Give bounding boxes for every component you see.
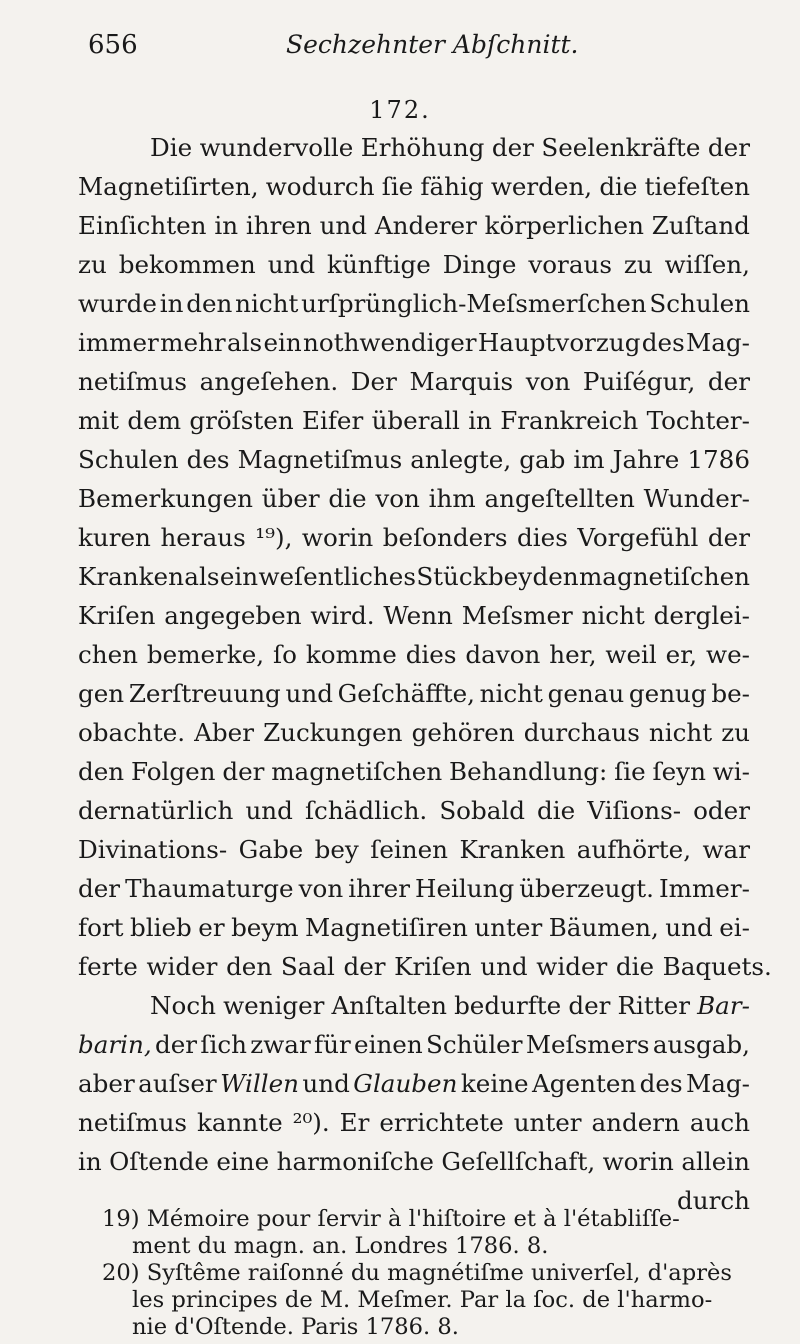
word: wundervolle xyxy=(199,133,354,162)
word: Schulen xyxy=(649,289,750,318)
word: Ritter xyxy=(617,991,690,1020)
word: und xyxy=(665,913,713,942)
word: ihrer xyxy=(348,874,410,903)
word: blieb xyxy=(130,913,192,942)
word: kuren xyxy=(78,523,151,552)
word: der xyxy=(78,874,121,903)
word: gröſsten xyxy=(189,406,294,435)
word: eine xyxy=(216,1147,270,1176)
word: allein xyxy=(681,1147,750,1176)
word: Erhöhung xyxy=(360,133,485,162)
footnote-line: ment du magn. an. Londres 1786. 8. xyxy=(132,1233,549,1259)
word: mit xyxy=(78,406,120,435)
word: ihren xyxy=(245,211,312,240)
word: ei- xyxy=(719,913,750,942)
text-line xyxy=(78,206,750,245)
word: derglei- xyxy=(653,601,750,630)
word: Aber xyxy=(194,718,254,747)
word: ſich xyxy=(200,1030,247,1059)
word: we- xyxy=(706,640,750,669)
word: immer xyxy=(78,328,159,357)
word: anlegte, xyxy=(410,445,512,474)
word: Glauben xyxy=(353,1069,458,1098)
word: dem xyxy=(127,406,182,435)
word: Tochter- xyxy=(646,406,750,435)
word: zwar xyxy=(250,1030,311,1059)
word: Viſions- xyxy=(587,796,682,825)
word: den xyxy=(186,289,233,318)
word: Bäumen, xyxy=(548,913,659,942)
footnote xyxy=(102,1206,752,1260)
word: durchaus xyxy=(523,718,640,747)
word: die xyxy=(328,484,367,513)
word: Heilung xyxy=(415,874,515,903)
running-head: Sechzehnter Abſchnitt. xyxy=(286,30,579,59)
word: Geſchäffte, xyxy=(337,679,475,708)
word: magnetiſchen xyxy=(271,757,443,786)
word: Die xyxy=(150,133,193,162)
text-line xyxy=(78,713,750,752)
word: körperlichen xyxy=(484,211,644,240)
text-line xyxy=(78,1025,750,1064)
word: oder xyxy=(693,796,750,825)
word: er xyxy=(198,913,225,942)
word: Schüler xyxy=(426,1030,523,1059)
body-text xyxy=(78,128,772,1220)
text-line xyxy=(78,284,750,323)
word: worin xyxy=(301,523,374,552)
page-number: 656 xyxy=(88,30,138,60)
word: ferte xyxy=(78,952,138,981)
word: wurde xyxy=(78,289,157,318)
word: er, xyxy=(665,640,698,669)
word: von xyxy=(298,874,344,903)
footnote-line: nie d'Oſtende. Paris 1786. 8. xyxy=(132,1314,459,1340)
word: Kranken xyxy=(459,835,566,864)
word: Wunder- xyxy=(643,484,750,513)
word: Gabe xyxy=(238,835,304,864)
text-line xyxy=(78,1142,750,1181)
word: nicht xyxy=(479,679,543,708)
text-line xyxy=(78,1103,750,1142)
section-number: 172. xyxy=(369,96,431,124)
word: weſentliches xyxy=(258,562,416,591)
word: be- xyxy=(711,679,750,708)
word: überzeugt. xyxy=(519,874,654,903)
word: keine xyxy=(460,1069,529,1098)
word: voraus xyxy=(528,250,612,279)
page-header xyxy=(88,30,760,70)
word: ſeinen xyxy=(370,835,449,864)
word: Kranken xyxy=(78,562,184,591)
word: Puiſégur, xyxy=(582,367,696,396)
word: des xyxy=(641,328,685,357)
word: barin, xyxy=(78,1030,152,1059)
footnotes xyxy=(102,1206,752,1341)
footnote-line: les principes de M. Meſmer. Par la ſoc. de l'harmo- xyxy=(132,1287,713,1313)
word: die xyxy=(537,796,576,825)
word: der xyxy=(222,757,265,786)
word: wodurch xyxy=(265,172,375,201)
word: bey xyxy=(487,562,533,591)
footnote-line: 19) Mémoire pour ſervir à l'hiſtoire et à l'établiſſe- xyxy=(102,1206,680,1232)
word: aber xyxy=(78,1069,135,1098)
word: Thaumaturge xyxy=(125,874,294,903)
word: ſie xyxy=(614,757,646,786)
word: der xyxy=(155,1030,198,1059)
word: auch xyxy=(689,1108,750,1137)
text-line xyxy=(78,908,750,947)
text-line xyxy=(78,674,750,713)
word: ausgab, xyxy=(652,1030,750,1059)
word: Stück xyxy=(416,562,488,591)
word: und xyxy=(267,250,316,279)
text-line xyxy=(78,635,750,674)
word: chen xyxy=(78,640,139,669)
word: in xyxy=(468,406,492,435)
word: bey xyxy=(314,835,359,864)
word: genau xyxy=(547,679,625,708)
word: gehören xyxy=(411,718,515,747)
word: Oſtende xyxy=(109,1147,209,1176)
word: den xyxy=(226,952,273,981)
word: und xyxy=(245,796,293,825)
word: nothwendiger xyxy=(303,328,477,357)
word: Willen xyxy=(220,1069,299,1098)
word: wiſſen, xyxy=(664,250,750,279)
word: ſchädlich. xyxy=(304,796,428,825)
word: Magnetiſirten, xyxy=(78,172,259,201)
word: Meſsmer xyxy=(461,601,573,630)
word: her, xyxy=(549,640,597,669)
word: Zuſtand xyxy=(651,211,750,240)
word: Meſsmers xyxy=(525,1030,650,1059)
text-line xyxy=(78,791,750,830)
word: Zerſtreuung xyxy=(128,679,281,708)
word: unter xyxy=(474,913,543,942)
word: der xyxy=(707,133,750,162)
word: Mag- xyxy=(686,1069,750,1098)
word: weil xyxy=(605,640,657,669)
word: wider xyxy=(536,952,608,981)
word: obachte. xyxy=(78,718,186,747)
word: Einſichten xyxy=(78,211,207,240)
word: tiefeſten xyxy=(644,172,750,201)
word: dernatürlich xyxy=(78,796,234,825)
word: gen xyxy=(78,679,125,708)
word: der xyxy=(707,367,750,396)
word: war xyxy=(702,835,750,864)
word: und xyxy=(302,1069,350,1098)
word: Agenten xyxy=(532,1069,637,1098)
word: davon xyxy=(465,640,541,669)
word: ihm xyxy=(428,484,476,513)
word: Immer- xyxy=(658,874,750,903)
word: überall xyxy=(371,406,460,435)
footnote xyxy=(102,1260,752,1341)
word: und xyxy=(480,952,528,981)
text-line xyxy=(78,752,750,791)
word: angegeben xyxy=(164,601,302,630)
word: ²⁰). xyxy=(292,1108,330,1137)
word: ſeyn xyxy=(652,757,706,786)
word: nicht xyxy=(235,289,299,318)
word: über xyxy=(261,484,320,513)
word: der xyxy=(707,523,750,552)
word: von xyxy=(525,367,571,396)
word: Noch xyxy=(150,991,216,1020)
word: Der xyxy=(350,367,397,396)
word: weniger xyxy=(223,991,325,1020)
word: Baquets. xyxy=(662,952,772,981)
word: künftige xyxy=(327,250,431,279)
word: dies xyxy=(517,523,568,552)
word: Jahre xyxy=(612,445,680,474)
text-line xyxy=(78,323,750,362)
word: Er xyxy=(339,1108,370,1137)
word: zu xyxy=(78,250,107,279)
word: angeſtellten xyxy=(484,484,635,513)
word: Anderer xyxy=(374,211,477,240)
word: Folgen xyxy=(130,757,216,786)
word: ein xyxy=(219,562,259,591)
word: 1786 xyxy=(687,445,750,474)
word: heraus xyxy=(160,523,246,552)
word: errichtete xyxy=(379,1108,504,1137)
word: zu xyxy=(721,718,750,747)
word: angeſehen. xyxy=(199,367,339,396)
word: ¹⁹), xyxy=(255,523,293,552)
word: unter xyxy=(513,1108,582,1137)
word: bemerke, xyxy=(146,640,265,669)
word: Seelenkräfte xyxy=(541,133,701,162)
word: andern xyxy=(591,1108,680,1137)
word: dies xyxy=(405,640,457,669)
word: genug xyxy=(628,679,707,708)
text-line xyxy=(78,596,750,635)
word: ein xyxy=(263,328,302,357)
word: fähig xyxy=(420,172,484,201)
text-line xyxy=(78,128,750,167)
word: beym xyxy=(231,913,299,942)
word: Divinations- xyxy=(78,835,228,864)
word: des xyxy=(186,445,230,474)
word: wi- xyxy=(712,757,750,786)
word: Frankreich xyxy=(500,406,639,435)
text-line xyxy=(78,362,750,401)
text-line xyxy=(78,440,750,479)
word: worin xyxy=(602,1147,674,1176)
word: aufhörte, xyxy=(576,835,692,864)
word: fort xyxy=(78,913,124,942)
text-line xyxy=(78,245,750,284)
word: ſie xyxy=(381,172,414,201)
word: der xyxy=(491,133,534,162)
word: nicht xyxy=(581,601,645,630)
word: den xyxy=(78,757,125,786)
text-line xyxy=(78,401,750,440)
text-line xyxy=(78,830,750,869)
word: und xyxy=(285,679,333,708)
word: Saal xyxy=(280,952,335,981)
word: ſo xyxy=(273,640,297,669)
word: Magnetiſiren xyxy=(305,913,468,942)
text-line xyxy=(78,947,772,986)
word: nicht xyxy=(648,718,713,747)
word: Sobald xyxy=(439,796,525,825)
text-line xyxy=(78,986,750,1025)
word: Behandlung: xyxy=(449,757,608,786)
text-line xyxy=(78,1064,750,1103)
text-line xyxy=(78,479,750,518)
word: für xyxy=(314,1030,351,1059)
word: wider xyxy=(146,952,218,981)
word: Hauptvorzug xyxy=(477,328,641,357)
word: Zuckungen xyxy=(263,718,403,747)
word: von xyxy=(375,484,420,513)
text-line xyxy=(78,869,750,908)
word: Kriſen xyxy=(394,952,472,981)
word: Magnetiſmus xyxy=(237,445,403,474)
word: als xyxy=(184,562,220,591)
word: der xyxy=(568,991,611,1020)
word: Mag- xyxy=(686,328,750,357)
word: netiſmus xyxy=(78,367,188,396)
word: die xyxy=(599,172,638,201)
word: wird. xyxy=(310,601,375,630)
word: Geſellſchaft, xyxy=(441,1147,596,1176)
text-line xyxy=(78,557,750,596)
word: komme xyxy=(305,640,397,669)
word: bedurfte xyxy=(454,991,562,1020)
word: werden, xyxy=(490,172,593,201)
word: harmoniſche xyxy=(276,1147,434,1176)
word: einen xyxy=(354,1030,423,1059)
word: in xyxy=(214,211,239,240)
word: den xyxy=(532,562,579,591)
text-line xyxy=(78,518,750,557)
word: durch xyxy=(677,1186,750,1215)
word: Marquis xyxy=(409,367,514,396)
word: in xyxy=(78,1147,102,1176)
word: zu xyxy=(623,250,653,279)
word: Kriſen xyxy=(78,601,156,630)
word: netiſmus xyxy=(78,1108,188,1137)
footnote-line: 20) Syſtême raiſonné du magnétiſme univerſel, d'après xyxy=(102,1260,732,1286)
word: und xyxy=(319,211,368,240)
word: beſonders xyxy=(382,523,508,552)
text-line xyxy=(78,167,750,206)
word: Bemerkungen xyxy=(78,484,253,513)
word: kannte xyxy=(196,1108,283,1137)
word: die xyxy=(615,952,655,981)
word: Schulen xyxy=(78,445,179,474)
word: Dinge xyxy=(442,250,517,279)
word: Vorgefühl xyxy=(577,523,699,552)
word: als xyxy=(226,328,263,357)
word: gab xyxy=(519,445,566,474)
word: urſprünglich-Meſsmerſchen xyxy=(301,289,647,318)
word: der xyxy=(343,952,386,981)
word: in xyxy=(159,289,184,318)
word: magnetiſchen xyxy=(578,562,750,591)
word: bekommen xyxy=(118,250,256,279)
word: mehr xyxy=(160,328,226,357)
word: des xyxy=(639,1069,683,1098)
word: Bar- xyxy=(697,991,750,1020)
word: Wenn xyxy=(383,601,453,630)
word: Anſtalten xyxy=(331,991,447,1020)
word: auſser xyxy=(138,1069,217,1098)
word: im xyxy=(573,445,605,474)
word: Eifer xyxy=(302,406,364,435)
